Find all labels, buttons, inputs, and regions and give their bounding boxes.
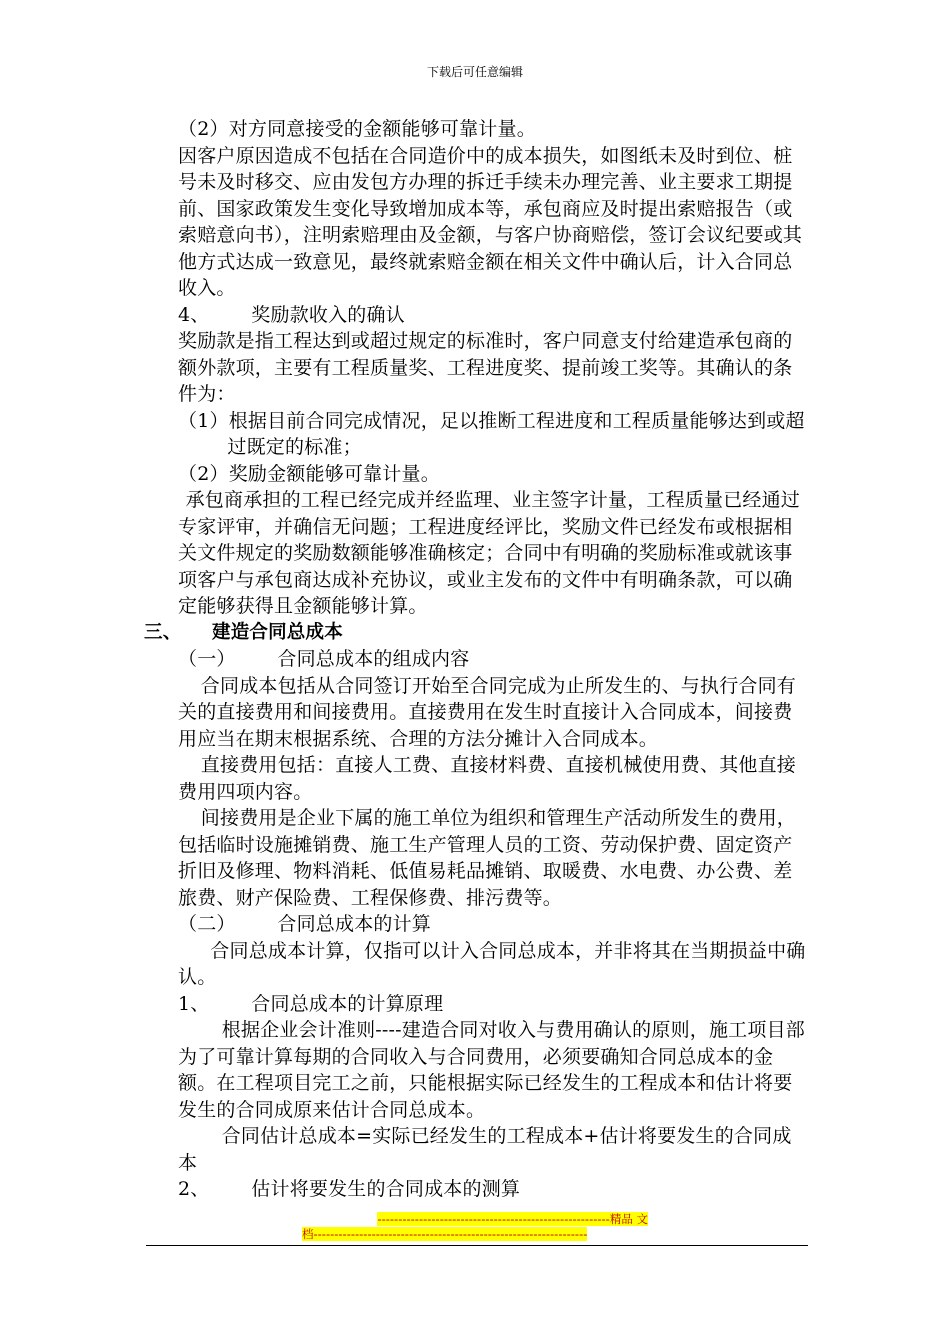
- paragraph: 合同成本包括从合同签订开始至合同完成为止所发生的、与执行合同有关的直接费用和间接费用。直接费用在发生时直接计入合同成本，间接费用应当在期末根据系统、合理的方法分摊计入合同成本。: [178, 674, 796, 750]
- subsection-heading: [178, 911, 808, 938]
- item-number: 2、: [178, 1178, 210, 1200]
- subsection-number: （一）: [178, 648, 236, 670]
- subsection-number: （二）: [178, 913, 236, 935]
- footer-watermark: [302, 1212, 648, 1242]
- list-item: [178, 1176, 808, 1203]
- paragraph: 直接费用包括：直接人工费、直接材料费、直接机械使用费、其他直接费用四项内容。: [178, 754, 796, 803]
- footer-line-2: 档------------------------------------------------------------------: [302, 1227, 588, 1241]
- section-title: 建造合同总成本: [212, 621, 343, 643]
- item-number: 4、: [178, 303, 210, 326]
- subsection-title: 合同总成本的组成内容: [277, 648, 470, 670]
- item-heading: 奖励款收入的确认: [251, 303, 405, 326]
- paragraph: 承包商承担的工程已经完成并经监理、业主签字计量，工程质量已经通过专家评审，并确信无问题；工程进度经评比，奖励文件已经发布或根据相关文件规定的奖励数额能够准确核定；合同中有明确的奖励标准或就该事项客户与承包商达成补充协议，或业主发布的文件中有明确条款，可以确定能够获得且金额能够计算。: [178, 489, 800, 617]
- paragraph: （2）对方同意接受的金额能够可靠计量。: [178, 118, 536, 140]
- document-body: [144, 116, 808, 1203]
- paragraph: 根据企业会计准则----建造合同对收入与费用确认的原则，施工项目部为了可靠计算每期的合同收入与合同费用，必须要确知合同总成本的金额。在工程项目完工之前，只能根据实际已经发生的工程成本和估计将要发生的合同成原来估计合同总成本。: [178, 1019, 805, 1121]
- footer-divider: [146, 1245, 808, 1246]
- paragraph: 合同总成本计算，仅指可以计入合同总成本，并非将其在当期损益中确认。: [178, 939, 806, 988]
- paragraph: 合同估计总成本=实际已经发生的工程成本+估计将要发生的合同成本: [178, 1125, 792, 1174]
- item-heading: 合同总成本的计算原理: [251, 992, 444, 1015]
- paragraph: 因客户原因造成不包括在合同造价中的成本损失，如图纸未及时到位、桩号未及时移交、应由发包方办理的拆迁手续未办理完善、业主要求工期提前、国家政策发生变化导致增加成本等，承包商应及时提出索赔报告（或索赔意向书），注明索赔理由及金额，与客户协商赔偿，签订会议纪要或其他方式达成一致意见，最终就索赔金额在相关文件中确认后，计入合同总收入。: [178, 144, 803, 299]
- paragraph: 间接费用是企业下属的施工单位为组织和管理生产活动所发生的费用，包括临时设施摊销费、施工生产管理人员的工资、劳动保护费、固定资产折旧及修理、物料消耗、低值易耗品摊销、取暖费、水电费、办公费、差旅费、财产保险费、工程保修费、排污费等。: [178, 807, 796, 909]
- list-item: [178, 991, 808, 1018]
- item-number: 1、: [178, 992, 210, 1015]
- footer-line-1: --------------------------------------------------------精品 文: [377, 1212, 648, 1226]
- list-item: [178, 302, 808, 329]
- paragraph: 奖励款是指工程达到或超过规定的标准时，客户同意支付给建造承包商的额外款项，主要有工程质量奖、工程进度奖、提前竣工奖等。其确认的条件为：: [178, 330, 793, 405]
- subsection-title: 合同总成本的计算: [277, 913, 432, 935]
- page-header: 下载后可任意编辑: [426, 65, 523, 79]
- section-heading: [144, 620, 808, 647]
- section-number: 三、: [144, 621, 182, 643]
- list-item: （1）根据目前合同完成情况，足以推断工程进度和工程质量能够达到或超过既定的标准；: [178, 409, 805, 458]
- subsection-heading: [178, 646, 808, 673]
- item-heading: 估计将要发生的合同成本的测算: [251, 1178, 521, 1200]
- list-item: （2）奖励金额能够可靠计量。: [178, 462, 440, 485]
